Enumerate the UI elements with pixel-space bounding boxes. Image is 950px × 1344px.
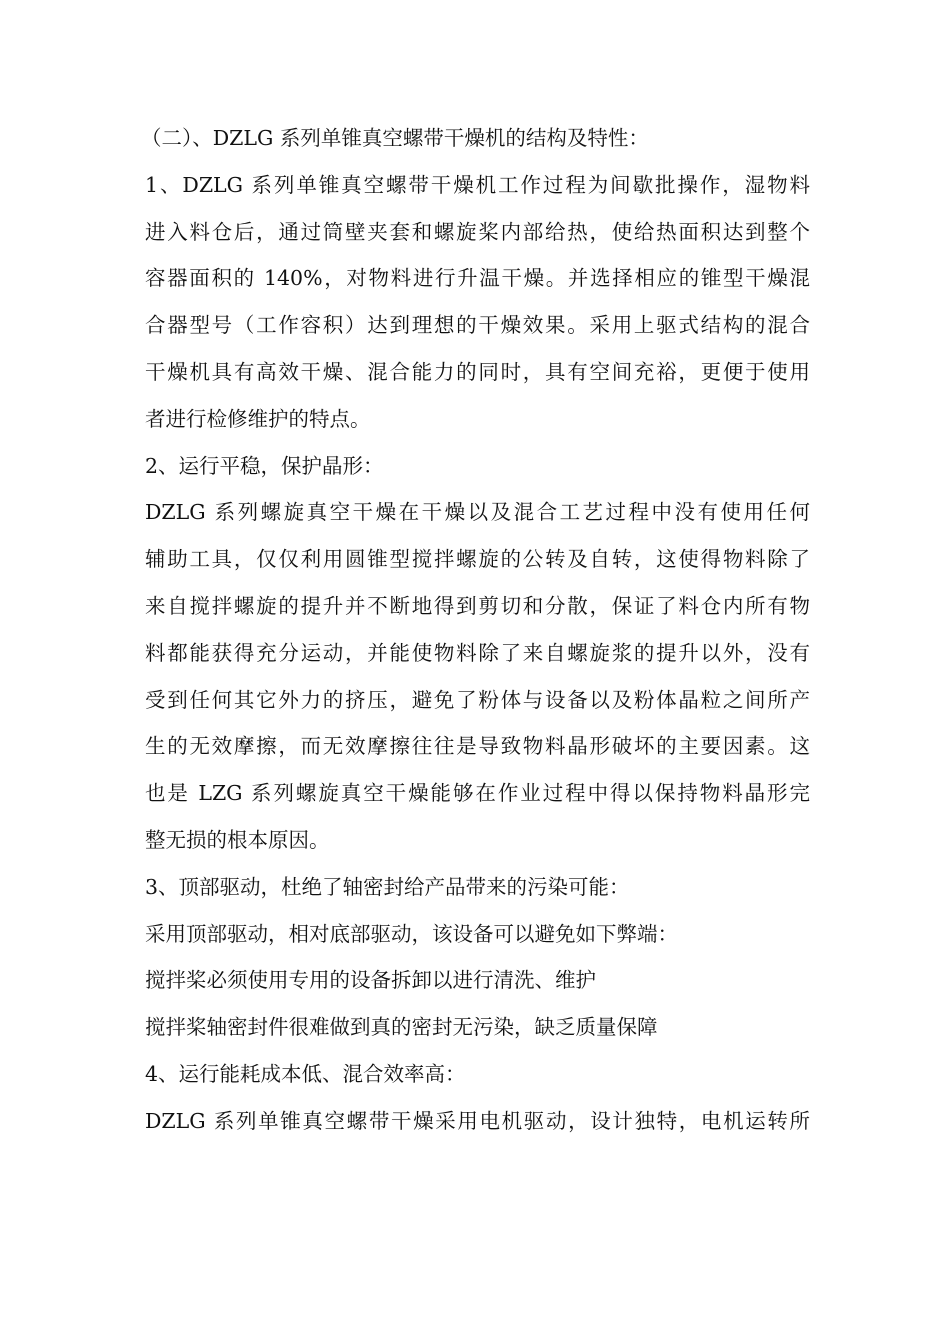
paragraph-line: 搅拌桨轴密封件很难做到真的密封无污染，缺乏质量保障 bbox=[145, 1015, 658, 1040]
item-heading: 2、运行平稳，保护晶形： bbox=[145, 453, 384, 478]
paragraph-line: 受到任何其它外力的挤压，避免了粉体与设备以及粉体晶粒之间所产 bbox=[145, 687, 810, 712]
paragraph-line: 容器面积的 140%，对物料进行升温干燥。并选择相应的锥型干燥混 bbox=[145, 266, 810, 291]
paragraph-line: 料都能获得充分运动，并能使物料除了来自螺旋浆的提升以外，没有 bbox=[145, 640, 810, 665]
paragraph-line: 进入料仓后，通过筒壁夹套和螺旋桨内部给热，使给热面积达到整个 bbox=[145, 219, 810, 244]
document-body bbox=[141, 115, 810, 1145]
paragraph-line: 也是 LZG 系列螺旋真空干燥能够在作业过程中得以保持物料晶形完 bbox=[145, 781, 810, 806]
paragraph-line: 搅拌桨必须使用专用的设备拆卸以进行清洗、维护 bbox=[145, 968, 596, 993]
section-heading: （二）、DZLG 系列单锥真空螺带干燥机的结构及特性： bbox=[141, 126, 649, 150]
paragraph-line: 采用顶部驱动，相对底部驱动，该设备可以避免如下弊端： bbox=[145, 921, 678, 946]
paragraph-line: 整无损的根本原因。 bbox=[145, 827, 330, 852]
paragraph-line: DZLG 系列单锥真空螺带干燥采用电机驱动，设计独特，电机运转所 bbox=[145, 1108, 810, 1133]
paragraph-line: 干燥机具有高效干燥、混合能力的同时，具有空间充裕，更便于使用 bbox=[145, 359, 810, 384]
paragraph-line: 1、DZLG 系列单锥真空螺带干燥机工作过程为间歇批操作，湿物料 bbox=[145, 172, 810, 197]
paragraph-line: 合器型号（工作容积）达到理想的干燥效果。采用上驱式结构的混合 bbox=[145, 313, 810, 338]
paragraph-line: 来自搅拌螺旋的提升并不断地得到剪切和分散，保证了料仓内所有物 bbox=[145, 593, 810, 618]
paragraph-line: DZLG 系列螺旋真空干燥在干燥以及混合工艺过程中没有使用任何 bbox=[145, 500, 810, 525]
paragraph-line: 辅助工具，仅仅利用圆锥型搅拌螺旋的公转及自转，这使得物料除了 bbox=[145, 547, 810, 572]
item-heading: 3、顶部驱动，杜绝了轴密封给产品带来的污染可能： bbox=[145, 874, 630, 899]
paragraph-line: 者进行检修维护的特点。 bbox=[145, 406, 371, 431]
item-heading: 4、运行能耗成本低、混合效率高： bbox=[145, 1061, 466, 1086]
paragraph-line: 生的无效摩擦，而无效摩擦往往是导致物料晶形破坏的主要因素。这 bbox=[145, 734, 810, 759]
